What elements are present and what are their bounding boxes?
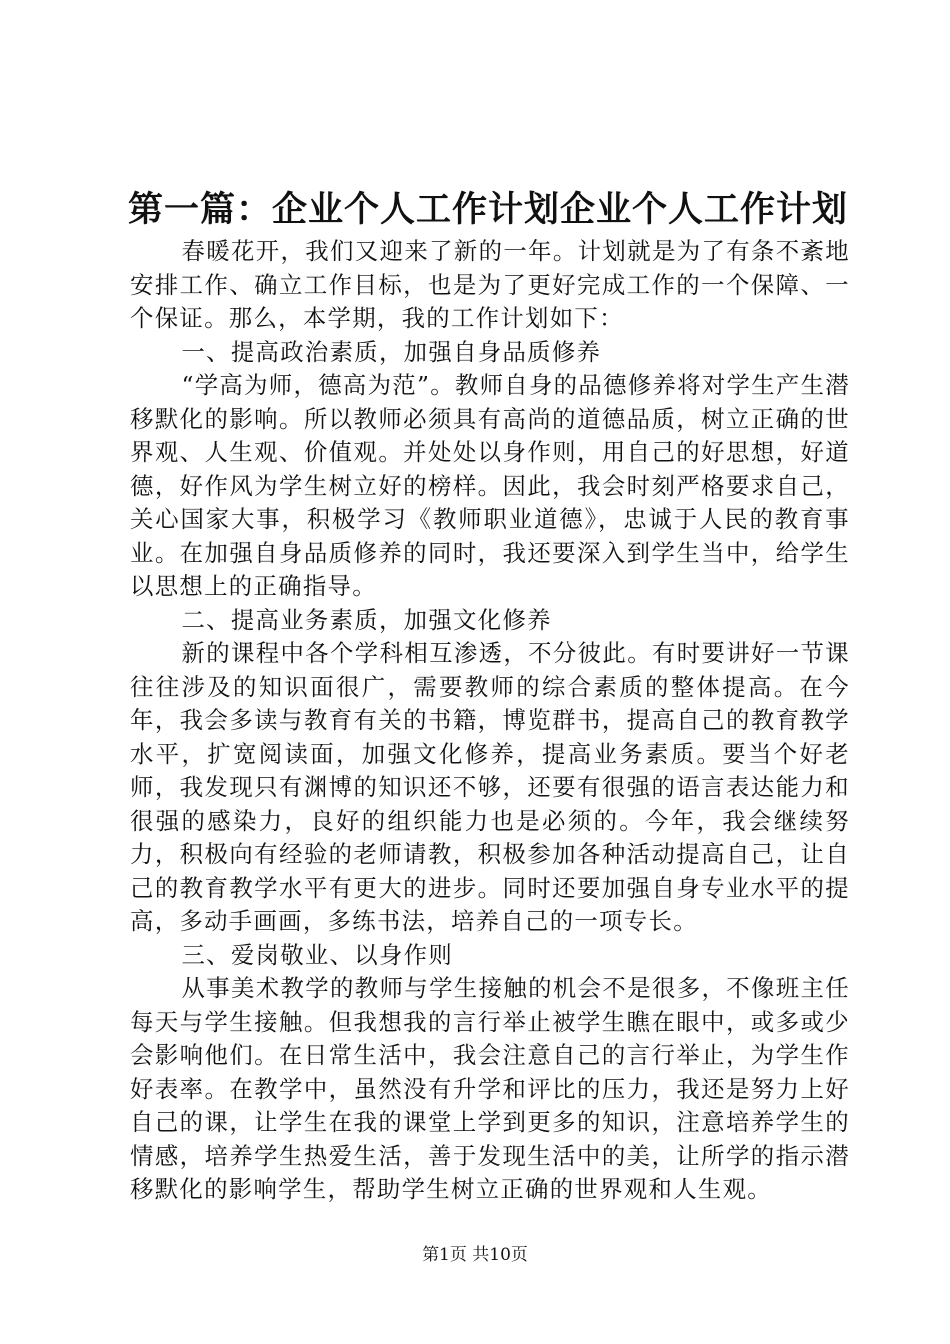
section-heading-2: 二、提高业务素质，加强文化修养 [181,605,552,634]
section-paragraph-3: 从事美术教学的教师与学生接触的机会不是很多，不像班主任每天与学生接触。但我想我的言行举止被学生瞧在眼中，或多或少会影响他们。在日常生活中，我会注意自己的言行举止，为学生作好表率。在教学中，虽然没有升学和评比的压力，我还是努力上好自己的课，让学生在我的课堂上学到更多的知识，注意培养学生的情感，培养学生热爱生活，善于发现生活中的美，让所学的指示潜移默化的影响学生，帮助学生树立正确的世界观和人生观。 [130,974,850,1203]
page-number-footer: 第1页 共10页 [422,1245,528,1265]
document-title: 第一篇：企业个人工作计划企业个人工作计划 [128,190,849,230]
section-heading-3: 三、爱岗敬业、以身作则 [181,940,454,969]
intro-paragraph: 春暖花开，我们又迎来了新的一年。计划就是为了有条不紊地安排工作、确立工作目标，也是为了更好完成工作的一个保障、一个保证。那么，本学期，我的工作计划如下： [130,237,850,332]
document-body [130,235,850,1207]
section-paragraph-2: 新的课程中各个学科相互渗透，不分彼此。有时要讲好一节课往往涉及的知识面很广，需要教师的综合素质的整体提高。在今年，我会多读与教育有关的书籍，博览群书，提高自己的教育教学水平，扩宽阅读面，加强文化修养，提高业务素质。要当个好老师，我发现只有渊博的知识还不够，还要有很强的语言表达能力和很强的感染力，良好的组织能力也是必须的。今年，我会继续努力，积极向有经验的老师请教，积极参加各种活动提高自己，让自己的教育教学水平有更大的进步。同时还要加强自身专业水平的提高，多动手画画，多练书法，培养自己的一项专长。 [130,639,850,935]
section-heading-1: 一、提高政治素质，加强自身品质修养 [181,337,602,366]
section-paragraph-1: “学高为师，德高为范”。教师自身的品德修养将对学生产生潜移默化的影响。所以教师必须具有高尚的道德品质，树立正确的世界观、人生观、价值观。并处处以身作则，用自己的好思想，好道德，好作风为学生树立好的榜样。因此，我会时刻严格要求自己，关心国家大事，积极学习《教师职业道德》，忠诚于人民的教育事业。在加强自身品质修养的同时，我还要深入到学生当中，给学生以思想上的正确指导。 [130,371,850,600]
